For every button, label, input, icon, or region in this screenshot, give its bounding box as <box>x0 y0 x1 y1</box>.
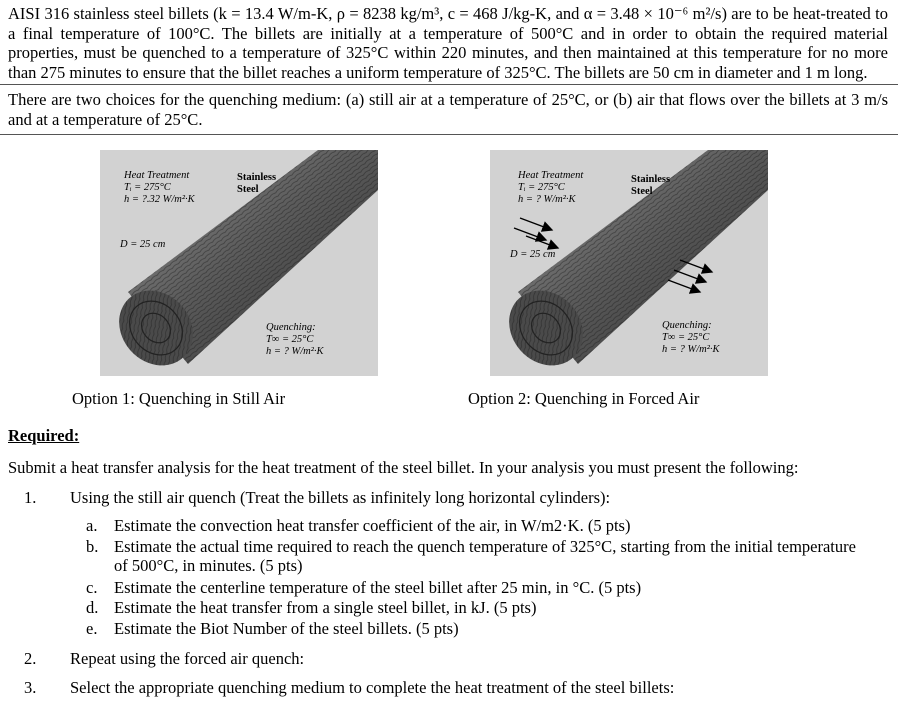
initial-temperature-label: Tᵢ = 275°C <box>124 182 171 193</box>
quench-coefficient-label: h = ? W/m²·K <box>662 344 720 355</box>
ambient-temperature-label: T∞ = 25°C <box>662 332 710 343</box>
required-intro: Submit a heat transfer analysis for the heat treatment of the steel billet. In your analysis you must present the following: <box>8 458 799 477</box>
heat-treatment-title: Heat Treatment <box>518 170 584 181</box>
subitem-text: Estimate the Biot Number of the steel billets. (5 pts) <box>114 619 459 638</box>
subitem-text: Estimate the heat transfer from a single steel billet, in kJ. (5 pts) <box>114 598 537 617</box>
billet-figure-still-air <box>100 150 378 376</box>
subitem-letter: a. <box>86 516 98 535</box>
billet-figure-forced-air <box>490 150 768 376</box>
item-text: Select the appropriate quenching medium to complete the heat treatment of the steel billets: <box>70 678 675 697</box>
heat-coefficient-label: h = ?.32 W/m²·K <box>124 194 195 205</box>
diameter-label: D = 25 cm <box>510 249 556 260</box>
heat-treatment-title: Heat Treatment <box>124 170 190 181</box>
item-text: Repeat using the forced air quench: <box>70 649 305 668</box>
quenching-title: Quenching: <box>662 320 712 331</box>
subitem-text: Estimate the centerline temperature of the steel billet after 25 min, in °C. (5 pts) <box>114 578 642 597</box>
initial-temperature-label: Tᵢ = 275°C <box>518 182 565 193</box>
material-label: Stainless <box>237 172 277 183</box>
material-label: Steel <box>631 186 653 197</box>
subitem-letter: b. <box>86 537 99 556</box>
item-number: 3. <box>24 678 37 697</box>
required-heading: Required: <box>8 426 80 445</box>
divider <box>0 134 898 135</box>
subitem-text: Estimate the actual time required to reach the quench temperature of 325°C, starting from the initial temperature <box>114 537 856 556</box>
figure-caption-option-2: Option 2: Quenching in Forced Air <box>468 389 700 408</box>
subitem-letter: c. <box>86 578 98 597</box>
subitem-letter: d. <box>86 598 99 617</box>
quench-coefficient-label: h = ? W/m²·K <box>266 346 324 357</box>
subitem-text-cont: of 500°C, in minutes. (5 pts) <box>114 556 303 575</box>
quenching-options-text: There are two choices for the quenching medium: (a) still air at a temperature of 25°C, or (b) air that flows over the billets at 3 m/s and at a temperature of 25°C. <box>8 90 888 129</box>
divider <box>0 84 898 85</box>
material-label: Steel <box>237 184 259 195</box>
ambient-temperature-label: T∞ = 25°C <box>266 334 314 345</box>
figure-caption-option-1: Option 1: Quenching in Still Air <box>72 389 286 408</box>
subitem-letter: e. <box>86 619 98 638</box>
material-label: Stainless <box>631 174 671 185</box>
diameter-label: D = 25 cm <box>120 239 166 250</box>
quenching-title: Quenching: <box>266 322 316 333</box>
item-number: 2. <box>24 649 37 668</box>
heat-coefficient-label: h = ? W/m²·K <box>518 194 576 205</box>
subitem-text: Estimate the convection heat transfer coefficient of the air, in W/m2·K. (5 pts) <box>114 516 631 535</box>
item-text: Using the still air quench (Treat the billets as infinitely long horizontal cylinders): <box>70 488 611 507</box>
item-number: 1. <box>24 488 37 507</box>
problem-statement: AISI 316 stainless steel billets (k = 13.4 W/m-K, ρ = 8238 kg/m³, c = 468 J/kg-K, and α = 3.48 × 10⁻⁶ m²/s) are to be heat-treated to a final temperature of 100°C. The billets are initially at a temperature of 500°C and in order to obtain the required material properties, must be quenched to a temperature of 325°C within 220 minutes, and then maintained at this temperature for no more than 275 minutes to ensure that the billet reaches a uniform temperature of 325°C. The billets are 50 cm in diameter and 1 m long. <box>8 4 888 82</box>
